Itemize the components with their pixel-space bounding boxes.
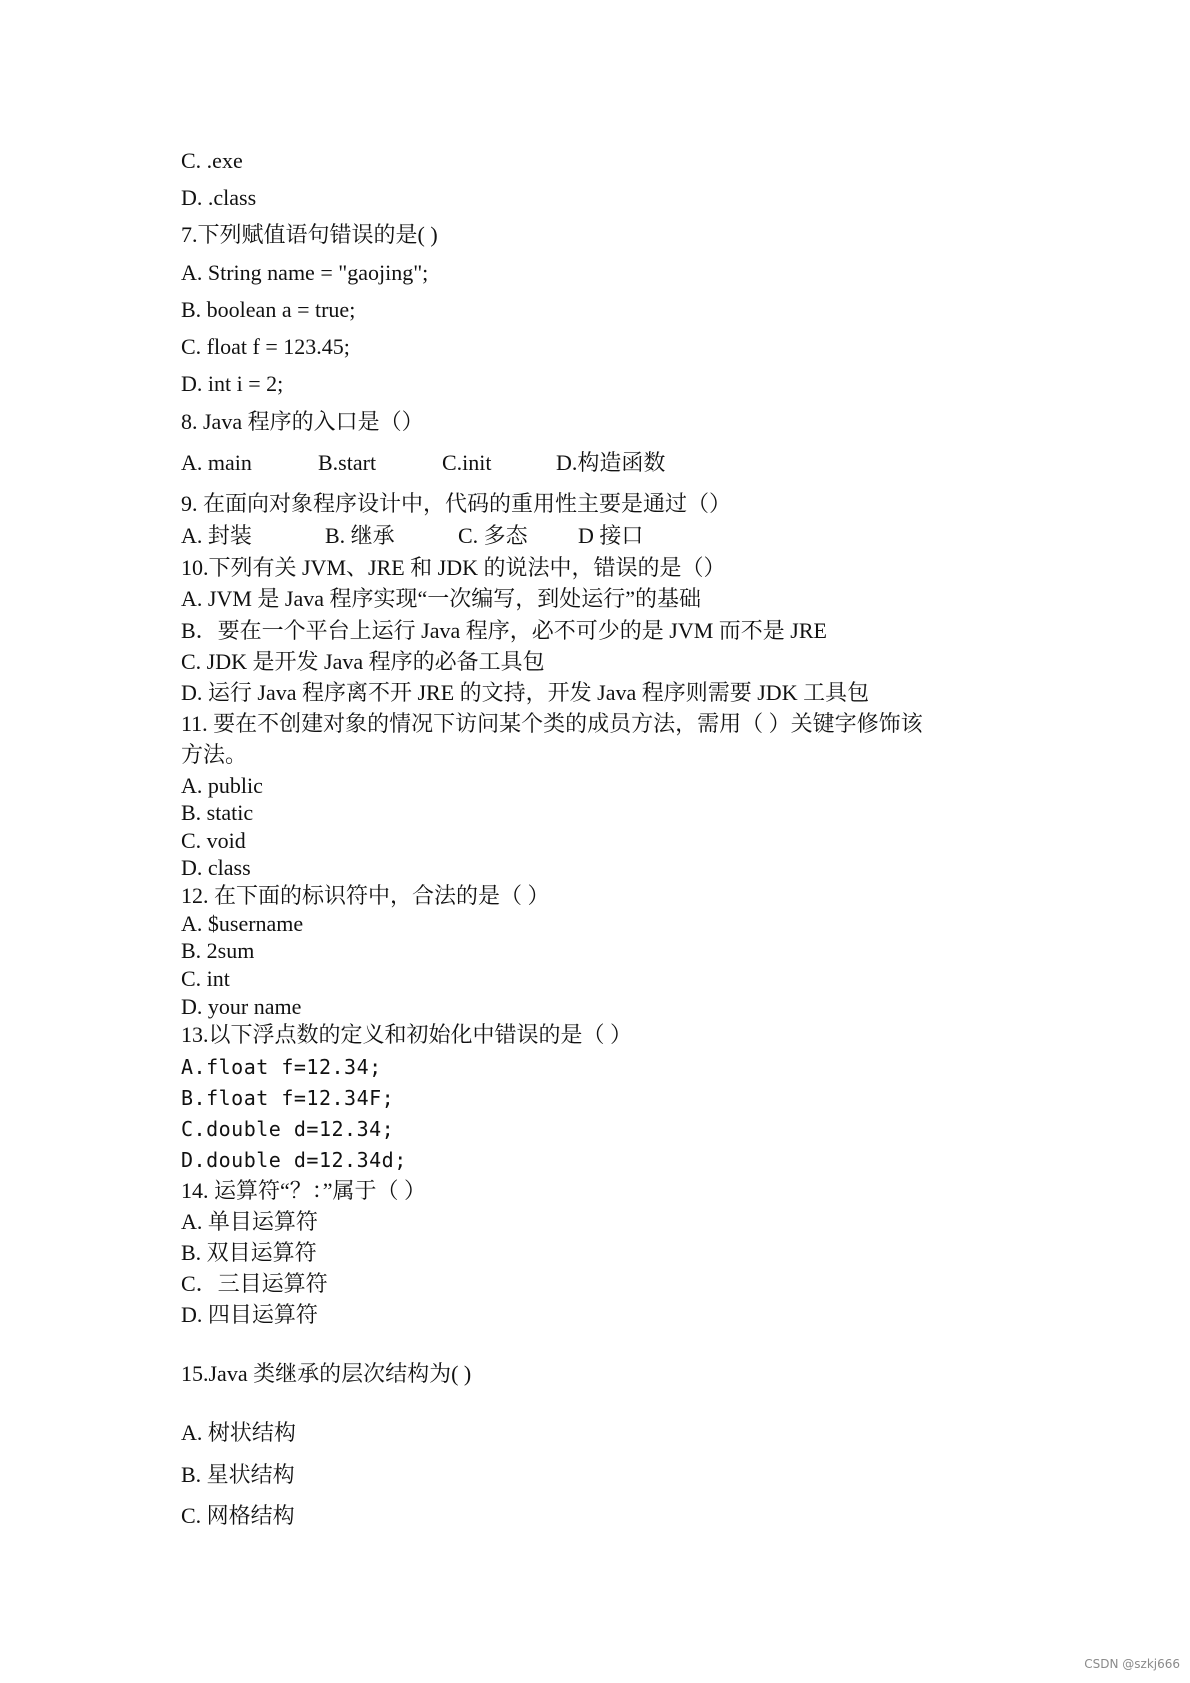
q10-option-d: D. 运行 Java 程序离不开 JRE 的文持，开发 Java 程序则需要 JDK 工具包 <box>181 680 870 705</box>
q6-option-d: D. .class <box>181 185 257 210</box>
q9-option-b: B. 继承 <box>325 523 395 548</box>
q6-option-c: C. .exe <box>181 148 243 173</box>
q13-option-a: A.float f=12.34; <box>181 1055 382 1079</box>
q8-option-b: B.start <box>318 450 377 475</box>
q9-option-d: D 接口 <box>578 523 644 548</box>
q8-option-a: A. main <box>181 450 252 475</box>
q14-option-c: C．三目运算符 <box>181 1271 328 1296</box>
q12-question: 12. 在下面的标识符中，合法的是（ ） <box>181 883 550 908</box>
q10-option-a: A. JVM 是 Java 程序实现“一次编写，到处运行”的基础 <box>181 586 702 611</box>
q9-option-c: C. 多态 <box>458 523 528 548</box>
q7-option-b: B. boolean a = true; <box>181 297 356 322</box>
q9-options <box>181 523 643 549</box>
q11-option-a: A. public <box>181 773 263 798</box>
q14-option-a: A. 单目运算符 <box>181 1209 318 1234</box>
q9-option-a: A. 封装 <box>181 523 252 548</box>
q8-options <box>181 450 665 476</box>
q11-question: 11. 要在不创建对象的情况下访问某个类的成员方法，需用（ ）关键字修饰该 <box>181 711 923 736</box>
q13-option-b: B.float f=12.34F; <box>181 1086 395 1110</box>
q11-option-c: C. void <box>181 828 246 853</box>
q13-question: 13.以下浮点数的定义和初始化中错误的是（ ） <box>181 1022 633 1047</box>
q11-question-cont: 方法。 <box>181 742 248 767</box>
q13-option-d: D.double d=12.34d; <box>181 1148 407 1172</box>
q14-option-b: B. 双目运算符 <box>181 1240 317 1265</box>
q15-option-c: C. 网格结构 <box>181 1503 295 1528</box>
q13-option-c: C.double d=12.34; <box>181 1117 395 1141</box>
q12-option-a: A. $username <box>181 911 304 936</box>
q15-option-a: A. 树状结构 <box>181 1420 296 1445</box>
q15-question: 15.Java 类继承的层次结构为( ) <box>181 1361 472 1386</box>
q7-option-d: D. int i = 2; <box>181 371 284 396</box>
watermark-text: CSDN @szkj666 <box>1084 1657 1180 1671</box>
q10-option-c: C. JDK 是开发 Java 程序的必备工具包 <box>181 649 545 674</box>
q8-option-d: D.构造函数 <box>556 450 666 475</box>
q14-option-d: D. 四目运算符 <box>181 1302 318 1327</box>
q9-question: 9. 在面向对象程序设计中，代码的重用性主要是通过（） <box>181 491 732 516</box>
q7-question: 7.下列赋值语句错误的是( ) <box>181 222 438 247</box>
q8-option-c: C.init <box>442 450 492 475</box>
q8-question: 8. Java 程序的入口是（） <box>181 409 424 434</box>
q10-option-b: B．要在一个平台上运行 Java 程序，必不可少的是 JVM 而不是 JRE <box>181 618 827 643</box>
q11-option-d: D. class <box>181 855 251 880</box>
q12-option-d: D. your name <box>181 994 302 1019</box>
q12-option-b: B. 2sum <box>181 938 255 963</box>
q10-question: 10.下列有关 JVM、JRE 和 JDK 的说法中，错误的是（） <box>181 555 726 580</box>
q12-option-c: C. int <box>181 966 230 991</box>
q7-option-c: C. float f = 123.45; <box>181 334 350 359</box>
q11-option-b: B. static <box>181 800 254 825</box>
q14-question: 14. 运算符“？：”属于（ ） <box>181 1178 427 1203</box>
q7-option-a: A. String name = "gaojing"; <box>181 260 429 285</box>
q15-option-b: B. 星状结构 <box>181 1462 295 1487</box>
